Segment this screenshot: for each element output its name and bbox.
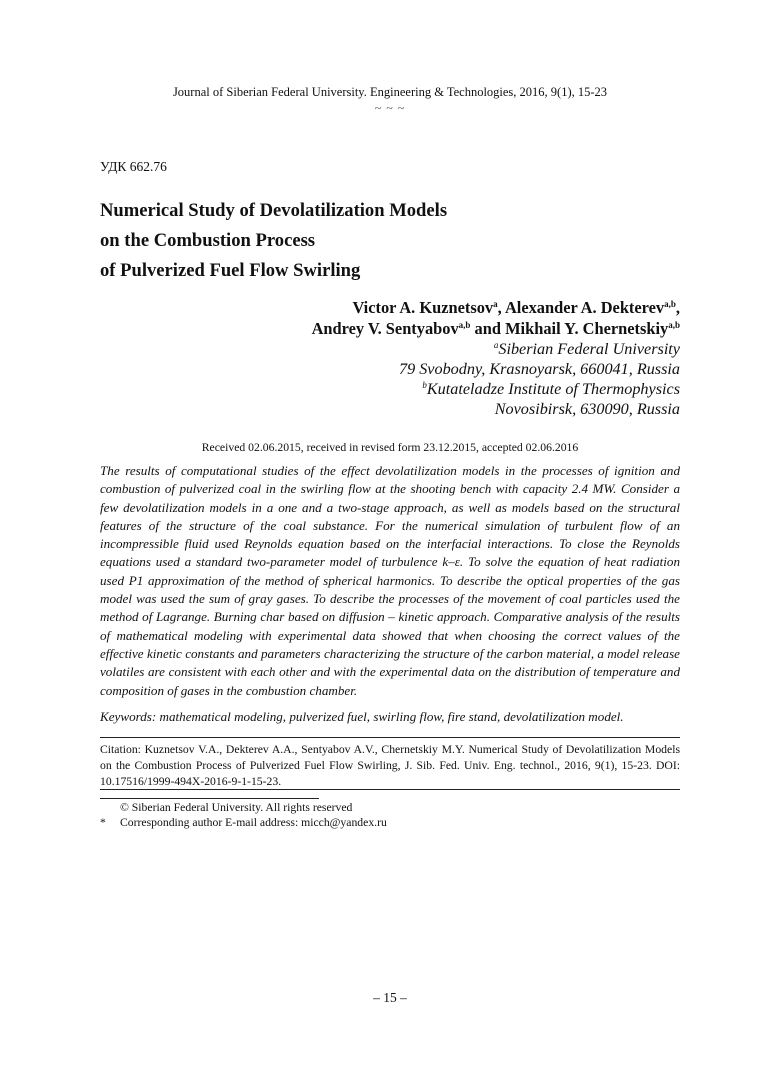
affiliation-a-address: 79 Svobodny, Krasnoyarsk, 660041, Russia xyxy=(398,360,680,378)
affiliations xyxy=(399,339,680,419)
page-number: – 15 – xyxy=(373,990,407,1005)
title-line-1: Numerical Study of Devolatilization Models xyxy=(100,200,448,221)
udk-code: УДК 662.76 xyxy=(100,159,167,174)
author-name: Victor A. Kuznetsov xyxy=(352,298,494,317)
corresponding-author-footnote: * Corresponding author E-mail address: micch@yandex.ru xyxy=(100,816,387,829)
paper-title xyxy=(100,196,660,286)
affiliation-a-name: $^a$Siberian Federal University xyxy=(493,340,680,358)
footnote-asterisk: * xyxy=(100,816,106,829)
citation-top-rule xyxy=(100,737,680,738)
title-line-3: of Pulverized Fuel Flow Swirling xyxy=(100,260,361,281)
journal-header: Journal of Siberian Federal University. Engineering & Technologies, 2016, 9(1), 15-23 xyxy=(172,85,608,99)
author-list xyxy=(312,297,680,339)
title-line-2: on the Combustion Process xyxy=(100,230,316,251)
author-name: Andrey V. Sentyabov xyxy=(311,319,459,338)
citation-bottom-rule xyxy=(100,789,680,790)
author-line-2: Andrey V. Sentyabov$^{a,b}$ and Mikhail Y. Chernetskiy$^{a,b}$ xyxy=(311,319,680,338)
citation: Citation: Kuznetsov V.A., Dekterev A.A., Sentyabov A.V., Chernetskiy M.Y. Numerical Study of Devolatilization Models on the Combustion Process of Pulverized Fuel Flow Swirling, J. Sib. Fed. Univ. Eng. technol., 2016, 9(1), 15-23. DOI: 10.17516/1999-494X-2016-9-1-15-23. xyxy=(100,743,680,788)
keywords: Keywords: mathematical modeling, pulverized fuel, swirling flow, fire stand, devolatilization model. xyxy=(100,709,624,724)
author-affiliation-mark: a,b xyxy=(668,320,680,330)
copyright-footnote: © Siberian Federal University. All rights reserved xyxy=(120,801,353,814)
author-affiliation-mark: a,b xyxy=(458,320,471,330)
author-name: Alexander A. Dekterev xyxy=(504,298,665,317)
author-line-1: Victor A. Kuznetsov$^a$, Alexander A. Dekterev$^{a,b}$, xyxy=(352,298,680,317)
author-name: Mikhail Y. Chernetskiy xyxy=(505,319,669,338)
affiliation-b-address: Novosibirsk, 630090, Russia xyxy=(494,400,680,418)
abstract: The results of computational studies of the effect devolatilization models in the processes of ignition and combustion of pulverized coal in the swirling flow at the shooting bench with capacity 2.4 MW. Consider a few devolatilization models in a one and a two-stage approach, as well as models based on the structural features of the structure of the coal substance. For the numerical simulation of turbulent flow of an incompressible fluid used Reynolds equation based on the interfacial interactions. To close the Reynolds equations used a standard two-parameter model of turbulence k–ε. To solve the equation of heat radiation used P1 approximation of the method of spherical harmonics. To describe the optical properties of the gas model was used the sum of gray gases. To describe the processes of the movement of coal particles used the method of Lagrange. Burning char based on diffusion – kinetic approach. Comparative analysis of the results of mathematical modeling with experimental data showed that when choosing the correct values of the effective kinetic constants and parameters characterizing the structure of the carbon material, a model release volatiles are consistent with each other and with the experimental data on the distribution of temperature and composition of gases in the combustion chamber. xyxy=(100,463,680,698)
footnote-rule xyxy=(100,798,319,799)
header-ornament: ~ ~ ~ xyxy=(374,101,406,115)
author-affiliation-mark: a xyxy=(493,299,498,309)
author-affiliation-mark: a,b xyxy=(664,299,676,309)
affiliation-b-name: $^b$Kutateladze Institute of Thermophysics xyxy=(422,380,680,398)
received-dates: Received 02.06.2015, received in revised form 23.12.2015, accepted 02.06.2016 xyxy=(201,441,579,454)
